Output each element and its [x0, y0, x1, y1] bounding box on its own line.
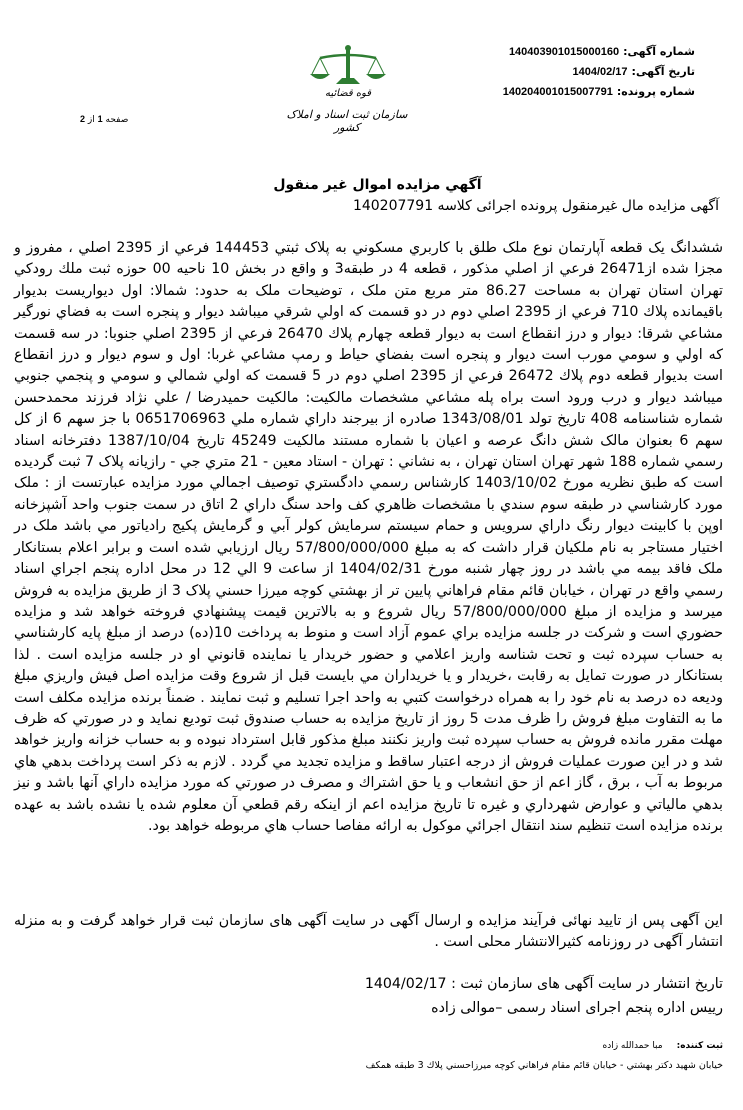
publication-date-line: [20, 976, 723, 992]
notice-closing: این آگهی پس از تایید نهائی فرآیند مزایده و ارسال آگهی در سایت آگهی های سازمان ثبت قرار خواهد گرفت و به منزله انتشار آگهی در روزنامه کثیرالانتشار محلی است .: [14, 913, 723, 951]
registrant-label: ثبت كننده:: [676, 1041, 723, 1051]
ad-number: 140403901015000160: [508, 46, 620, 58]
page-count: [80, 114, 128, 125]
page-count-prefix: صفحه: [105, 115, 129, 125]
page-current: 1: [97, 114, 103, 124]
header-info: [445, 42, 695, 102]
case-number-row: [445, 82, 695, 102]
registrant-name: مبا حمدالله زاده: [602, 1041, 663, 1051]
notice-body: ششدانگ يک قطعه آپارتمان نوع ملک طلق با کاربري مسکوني به پلاک ثبتي 144453 فرعي از 2395 اصلي ، مفروز و مجزا شده از26471 فرعي از اصلي مذکور ، قطعه 4 در طبقه3 و واقع در بخش 10 ناحيه 00 حوزه ثبت ملك رودكي تهران استان تهران به مساحت 86.27 متر مربع متن ملک ، توضيحات ملک به حدود: شمالا: اول ديواريست بديوار باقيمانده پلاك 710 فرعي از 2395 اصلي دوم در دو قسمت كه اولي شرقي ميباشد ديوار و پنجره است به فضاي نورگير مشاعي شرقا: ديوار و درز انقطاع است به ديوار قطعه چهارم پلاك 26470 فرعي از 2395 اصلي جنوبا: در سه قسمت كه اولي و سومي مورب است ديوار و پنجره است بفضاي حياط و رمپ مشاعي غربا: اول و سوم ديوار و درز انقطاع است بديوار قطعه دوم پلاك 26472 فرعي از 2395 اصلي دوم در 5 قسمت كه اولي شمالي و سومي و پنجمي جنوبي ميباشد ديوار و درب ورود است براه پله مشاعي مشخصات مالکيت: مالکيت حميدرضا / علي نژاد فرزند محمدحسن شماره شناسنامه 408 تاريخ تولد 1343/08/01 صادره از بيرجند داراي شماره ملي 0651706963 با جز سهم 6 از کل سهم 6 بعنوان مالک شش دانگ عرصه و اعيان با شماره مستند مالکيت 45249 تاريخ 1387/10/04 دفترخانه اسناد رسمي شماره 188 شهر تهران استان تهران ، به نشاني : تهران - استاد معين - 21 متري جي - رازيانه پلاک 7 ثبت گرديده است كه طبق نظريه مورخ 1403/10/02 كارشناس رسمي دادگستري توصيف اجمالي مورد مزايده عبارتست از : ملک مورد كارشناسي در طبقه سوم سندي با مشخصات ظاهري كف واحد سنگ داراي 2 اتاق در سمت جنوب واحد آشپزخانه اوپن با كابينت ديوار رنگ داراي سرويس و حمام سيستم سرمايش كولر آبي و گرمايش پكيج رادياتور مي باشد ملک در اختيار مستاجر به نام ملكيان قرار داشت كه به مبلغ 57/800/000/000 ريال ارزيابي شده است و برابر اعلام بستانكار ملک فاقد بيمه مي باشد در روز چهار شنبه مورخ 1404/02/31 از ساعت 9 الي 12 در محل اداره پنجم اجراي اسناد رسمي واقع در تهران ، خيابان قائم مقام فراهاني پايين تر از بهشتي كوچه ميرزا حسني پلاک 3 از طريق مزايده به فروش ميرسد و مزايده از مبلغ 57/800/000/000 ريال شروع و به بالاترين قيمت پيشنهادي فروخته خواهد شد و مزايده حضوري است و شركت در جلسه مزايده براي عموم آزاد است و منوط به پرداخت 10(ده) درصد از مبلغ پايه كارشناسي به حساب سپرده ثبت و تحت شناسه واريز اعلامي و حضور خريدار يا نماينده قانوني او در جلسه مزايده است . لذا بستانكار در صورت تمايل به رقابت ،خريدار و يا خريداران مي بايست قبل از شروع وقت مزايده اصل فيش واريزي مبلغ وديعه ده درصد به نام خود را به همراه درخواست كتبي به واحد اجرا تسليم و ثبت نمايند . ضمناً برنده مزايده مكلف است ما به التفاوت مبلغ فروش را ظرف مدت 5 روز از تاريخ مزايده به حساب صندوق ثبت توديع نمايد و در صورتي كه ظرف مهلت مقرر مانده فروش به حساب سپرده ثبت واريز نكنند مبلغ مذكور قابل استرداد نبوده و به حساب خزانه واريز خواهد شد و در اين صورت عمليات فروش از درجه اعتبار ساقط و مزايده تجديد مي گردد . لازم به ذكر است پرداخت بدهي هاي مربوط به آب ، برق ، گاز اعم از حق انشعاب و يا حق اشتراك و مصرف در صورتي كه مورد مزايده داراي آنها باشد و نيز بدهي مالياتي و عوارض شهرداري و غيره تا تاريخ مزايده اعم از اينكه رقم قطعي آن معلوم شده يا نشده باشد به عهده برنده مزايده است تنظيم سند انتقال اجرائي موكول به ارائه مفاصا حساب هاي مربوطه خواهد بود.: [14, 240, 724, 834]
ad-date-row: [445, 62, 695, 82]
notice-subtitle: آگهی مزایده مال غیرمنقول پرونده اجرائی کلاسه 140207791: [352, 198, 719, 214]
registrant-line: [602, 1041, 723, 1051]
page-total: 2: [80, 114, 86, 124]
notice-title: آگهي مزايده اموال غير منقول: [273, 177, 482, 193]
signatory: رییس اداره پنجم اجرای اسناد رسمی –موالی زاده: [431, 1000, 723, 1016]
ad-date: 1404/02/17: [572, 66, 628, 78]
logo-caption-judiciary: قوه قضائیه: [324, 88, 372, 99]
ad-number-row: [445, 42, 695, 62]
page-count-middle: از: [87, 115, 95, 125]
logo-caption-organization: سازمان ثبت اسناد و املاک کشور: [286, 108, 408, 134]
ad-number-label: شماره آگهی:: [623, 45, 695, 58]
case-number-label: شماره پرونده:: [616, 85, 695, 98]
ad-date-label: تاریخ آگهی:: [631, 65, 695, 78]
office-address: خيابان شهيد دكتر بهشتي - خيابان قائم مقام فراهاني كوچه ميرزاحسني پلاك 3 طبقه همكف: [365, 1060, 723, 1071]
case-number: 140204001015007791: [502, 86, 613, 98]
publication-date-label: تاریخ انتشار در سایت آگهی های سازمان ثبت :: [451, 976, 723, 992]
publication-date: 1404/02/17: [364, 976, 447, 992]
